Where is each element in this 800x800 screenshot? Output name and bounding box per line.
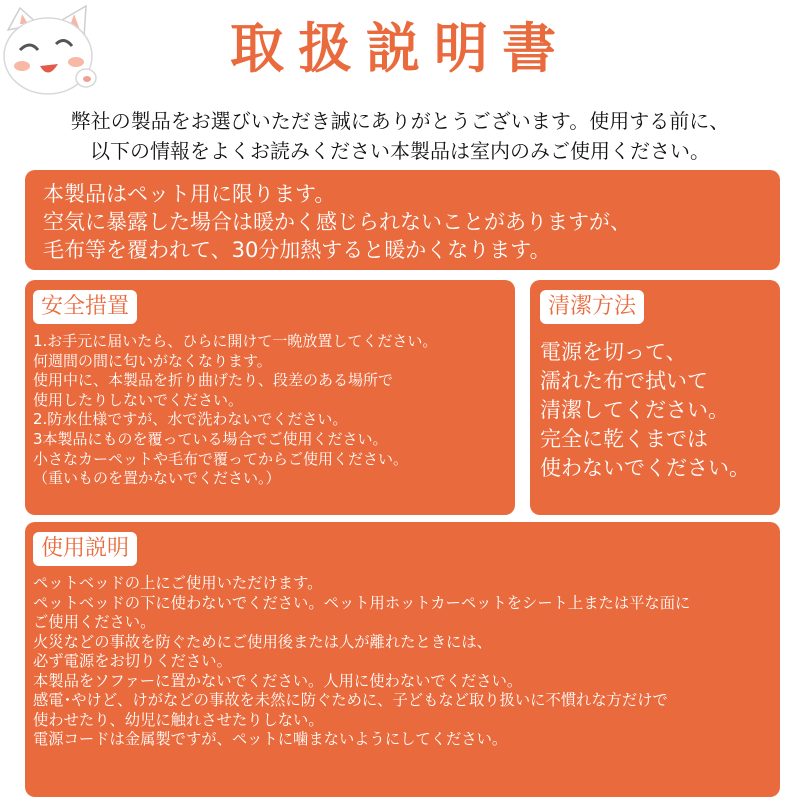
cleaning-line: 完全に乾くまでは xyxy=(540,427,708,451)
intro-line: 弊社の製品をお選びいただき誠にありがとうございます。使用する前に、 xyxy=(70,109,730,133)
usage-heading: 使用説明 xyxy=(33,532,137,566)
usage-panel xyxy=(25,522,780,797)
safety-heading: 安全措置 xyxy=(33,290,137,324)
page-title: 取扱説明書 xyxy=(230,17,570,80)
usage-line: ペットベッドの上にご使用いただけます。 xyxy=(33,574,323,592)
safety-line: （重いものを置かないでください。） xyxy=(33,469,281,488)
safety-line: 1.お手元に届いたら、ひらに開けて一晩放置してください。 xyxy=(33,332,438,350)
intro-text xyxy=(20,106,780,166)
cleaning-list xyxy=(540,338,770,483)
safety-line: 使用中に、本製品を折り曲げたり、段差のある場所で xyxy=(33,371,394,390)
safety-line: 使用したりしないでください。 xyxy=(33,390,244,409)
usage-line: 必ず電源をお切りください。 xyxy=(33,652,232,670)
cleaning-line: 濡れた布で拭いて xyxy=(540,369,708,393)
safety-line: 何週間の間に匂いがなくなります。 xyxy=(33,351,272,370)
safety-panel xyxy=(25,280,515,515)
usage-line: ご使用ください。 xyxy=(33,613,156,631)
usage-line: 電源コードは金属製ですが、ペットに噛まないようにしてください。 xyxy=(33,730,508,748)
safety-list xyxy=(33,332,507,489)
cleaning-heading: 清潔方法 xyxy=(540,290,644,324)
notice-line: 本製品はペット用に限ります。 xyxy=(43,182,336,206)
intro-line: 以下の情報をよくお読みください本製品は室内のみご使用ください。 xyxy=(90,139,710,163)
notice-line: 毛布等を覆われて、30分加熱すると暖かくなります。 xyxy=(43,238,551,262)
cleaning-line: 清潔してください。 xyxy=(540,398,729,422)
safety-line: 小さなカーペットや毛布で覆ってからご使用ください。 xyxy=(33,449,409,468)
notice-panel xyxy=(25,170,780,270)
cleaning-line: 電源を切って、 xyxy=(540,340,687,364)
usage-line: ペットベッドの下に使わないでください。ペット用ホットカーペットをシート上または平な面に xyxy=(33,593,691,612)
usage-line: 感電･やけど、けがなどの事故を未然に防ぐために、子どもなど取り扱いに不慣れな方だけで xyxy=(33,691,668,709)
safety-line: 3本製品にものを覆っている場合でご使用ください。 xyxy=(33,429,388,448)
usage-line: 使わせたり、幼児に触れさせたりしない。 xyxy=(33,710,324,729)
safety-line: 2.防水仕様ですが、水で洗わないでください。 xyxy=(33,410,348,429)
usage-line: 本製品をソファーに置かないでください。人用に使わないでください。 xyxy=(33,671,523,690)
usage-line: 火災などの事故を防ぐためにご使用後または人が離れたときには、 xyxy=(33,632,492,651)
cleaning-line: 使わないでください。 xyxy=(540,456,750,480)
usage-list xyxy=(33,574,772,750)
notice-line: 空気に暴露した場合は暖かく感じられないことがありますが、 xyxy=(43,210,631,234)
cleaning-panel xyxy=(530,280,780,515)
cat-mascot-icon xyxy=(0,0,110,105)
